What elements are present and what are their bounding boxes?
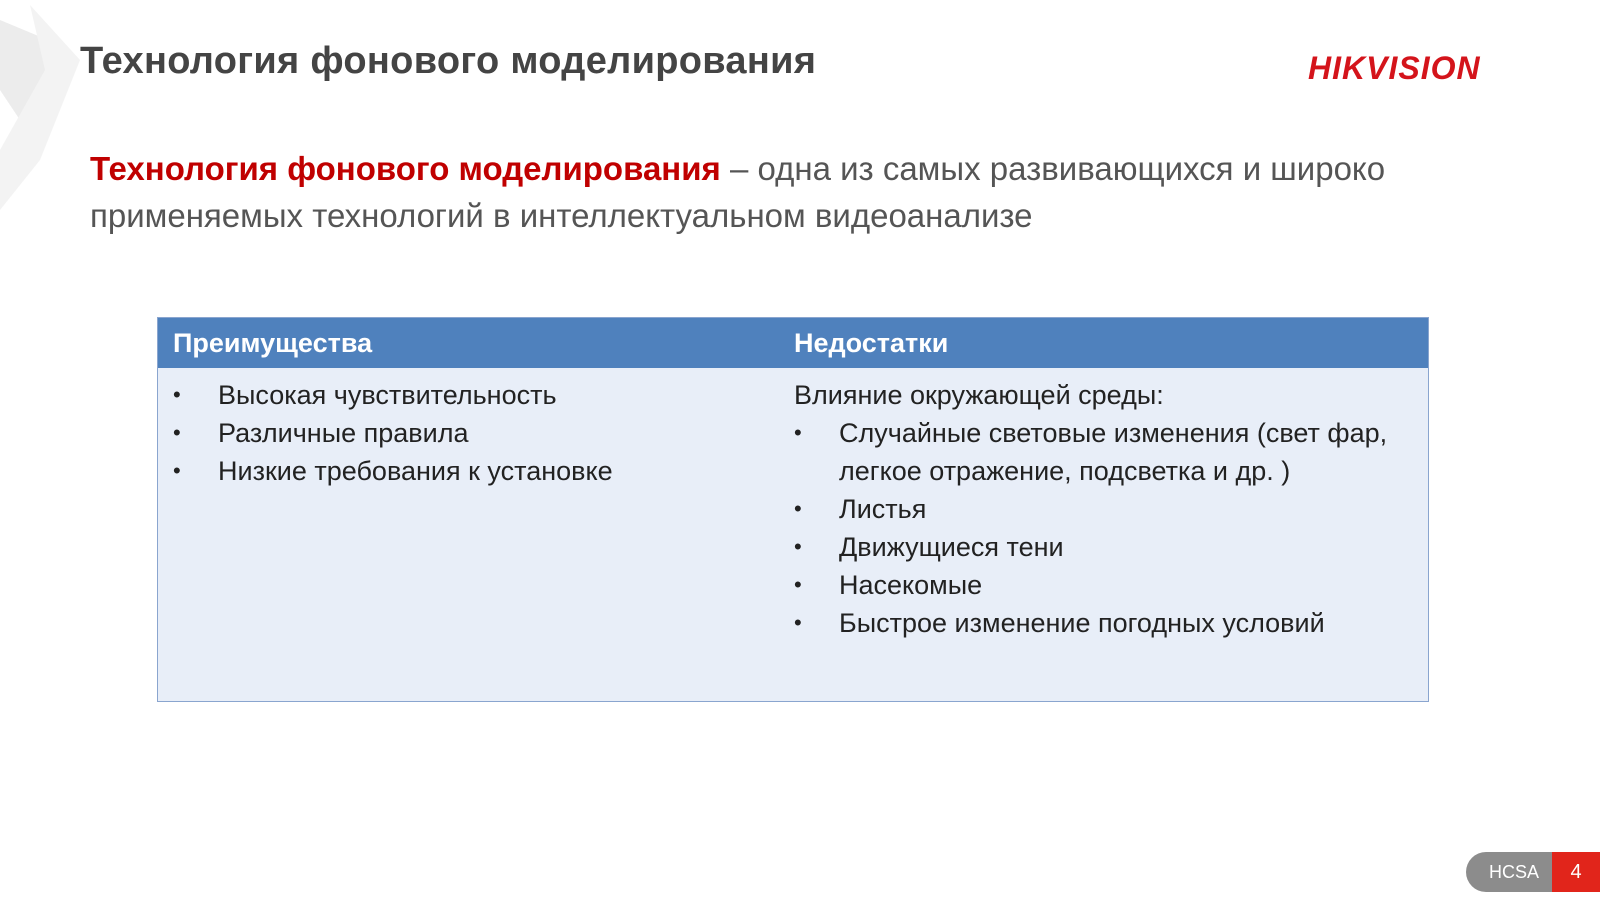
page-title: Технология фонового моделирования: [80, 40, 817, 82]
bullet: •: [173, 420, 181, 445]
logo-part-vision: VISION: [1366, 50, 1481, 86]
course-label: HCSA: [1466, 852, 1562, 892]
comparison-table: [157, 317, 1429, 702]
list-item: [794, 490, 1414, 528]
list-item-text: Низкие требования к установке: [218, 456, 613, 486]
list-item: [794, 566, 1414, 604]
list-item-text: Движущиеся тени: [839, 532, 1064, 562]
bullet: •: [794, 610, 802, 635]
bullet: •: [173, 382, 181, 407]
disadvantages-cell: [794, 376, 1414, 642]
list-item-text: Насекомые: [839, 570, 983, 600]
intro-paragraph: [90, 145, 1490, 239]
list-item-text: Случайные световые изменения (свет фар, легкое отражение, подсветка и др. ): [839, 418, 1388, 486]
bullet: •: [794, 534, 802, 559]
disadvantages-list: [794, 414, 1414, 642]
page-number: 4: [1552, 852, 1600, 892]
hikvision-logo: [1308, 50, 1481, 87]
list-item: [173, 414, 794, 452]
list-item-text: Различные правила: [218, 418, 469, 448]
advantages-cell: [158, 376, 794, 642]
list-item-text: Высокая чувствительность: [218, 380, 557, 410]
intro-highlight: Технология фонового моделирования: [90, 150, 721, 187]
bullet: •: [173, 458, 181, 483]
table-header-row: [158, 318, 1428, 368]
list-item: [794, 414, 1414, 490]
bullet: •: [794, 496, 802, 521]
advantages-list: [173, 376, 794, 490]
bullet: •: [794, 572, 802, 597]
intro-text: – одна из самых развивающихся и широко применяемых технологий в интеллектуальном видеоанализе: [90, 150, 1386, 234]
list-item: [173, 452, 794, 490]
logo-part-hik: HIK: [1308, 50, 1367, 86]
advantages-header: Преимущества: [173, 327, 373, 358]
list-item-text: Быстрое изменение погодных условий: [839, 608, 1325, 638]
list-item: [173, 376, 794, 414]
list-item-text: Листья: [839, 494, 927, 524]
list-item: [794, 604, 1414, 642]
bullet: •: [794, 420, 802, 445]
disadvantages-intro: Влияние окружающей среды:: [794, 380, 1164, 410]
disadvantages-header: Недостатки: [794, 327, 949, 358]
list-item: [794, 528, 1414, 566]
table-body-row: [158, 368, 1428, 642]
